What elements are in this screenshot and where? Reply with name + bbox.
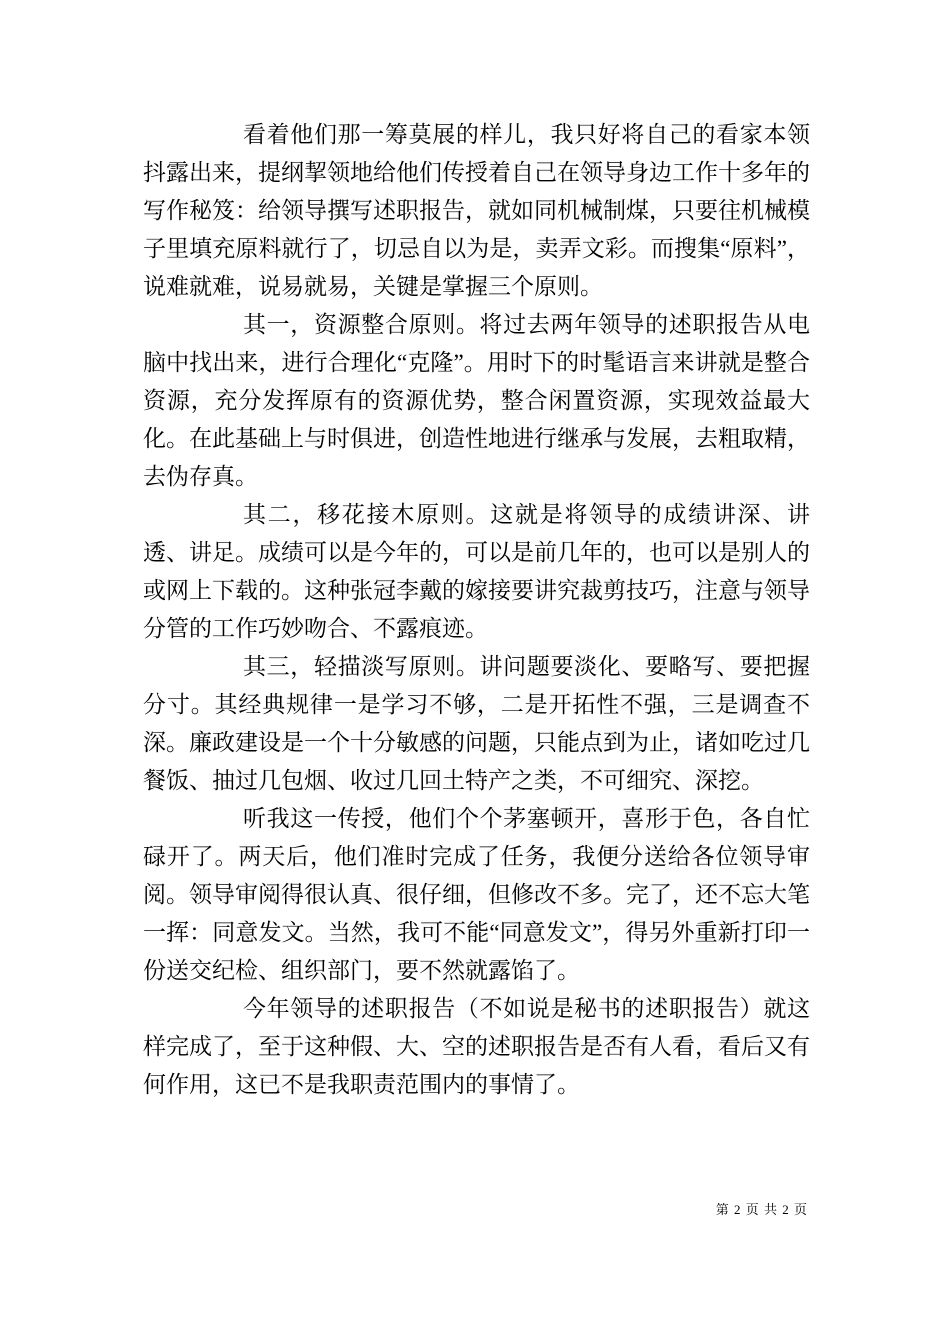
paragraph: 看着他们那一筹莫展的样儿，我只好将自己的看家本领抖露出来，提纲挈领地给他们传授着自己在领导身边工作十多年的写作秘笈：给领导撰写述职报告，就如同机械制煤，只要往机械模子里填充原料就行了，切忌自以为是，卖弄文彩。而搜集“原料”，说难就难，说易就易，关键是掌握三个原则。 <box>143 122 810 299</box>
document-body <box>143 116 810 1104</box>
paragraph: 其三，轻描淡写原则。讲问题要淡化、要略写、要把握分寸。其经典规律一是学习不够，二是开拓性不强，三是调查不深。廉政建设是一个十分敏感的问题，只能点到为止，诸如吃过几餐饭、抽过几包烟、收过几回土特产之类，不可细究、深挖。 <box>143 654 810 793</box>
paragraph: 其一，资源整合原则。将过去两年领导的述职报告从电脑中找出来，进行合理化“克隆”。用时下的时髦语言来讲就是整合资源，充分发挥原有的资源优势，整合闲置资源，实现效益最大化。在此基础上与时俱进，创造性地进行继承与发展，去粗取精，去伪存真。 <box>143 312 810 489</box>
paragraph: 其二，移花接木原则。这就是将领导的成绩讲深、讲透、讲足。成绩可以是今年的，可以是前几年的，也可以是别人的或网上下载的。这种张冠李戴的嫁接要讲究裁剪技巧，注意与领导分管的工作巧妙吻合、不露痕迹。 <box>143 502 810 641</box>
paragraph: 听我这一传授，他们个个茅塞顿开，喜形于色，各自忙碌开了。两天后，他们准时完成了任务，我便分送给各位领导审阅。领导审阅得很认真、很仔细，但修改不多。完了，还不忘大笔一挥：同意发文。当然，我可不能“同意发文”，得另外重新打印一份送交纪检、组织部门，要不然就露馅了。 <box>143 806 810 983</box>
paragraph: 今年领导的述职报告（不如说是秘书的述职报告）就这样完成了，至于这种假、大、空的述职报告是否有人看，看后又有何作用，这已不是我职责范围内的事情了。 <box>143 996 810 1097</box>
page-number: 第 2 页 共 2 页 <box>715 1202 808 1217</box>
